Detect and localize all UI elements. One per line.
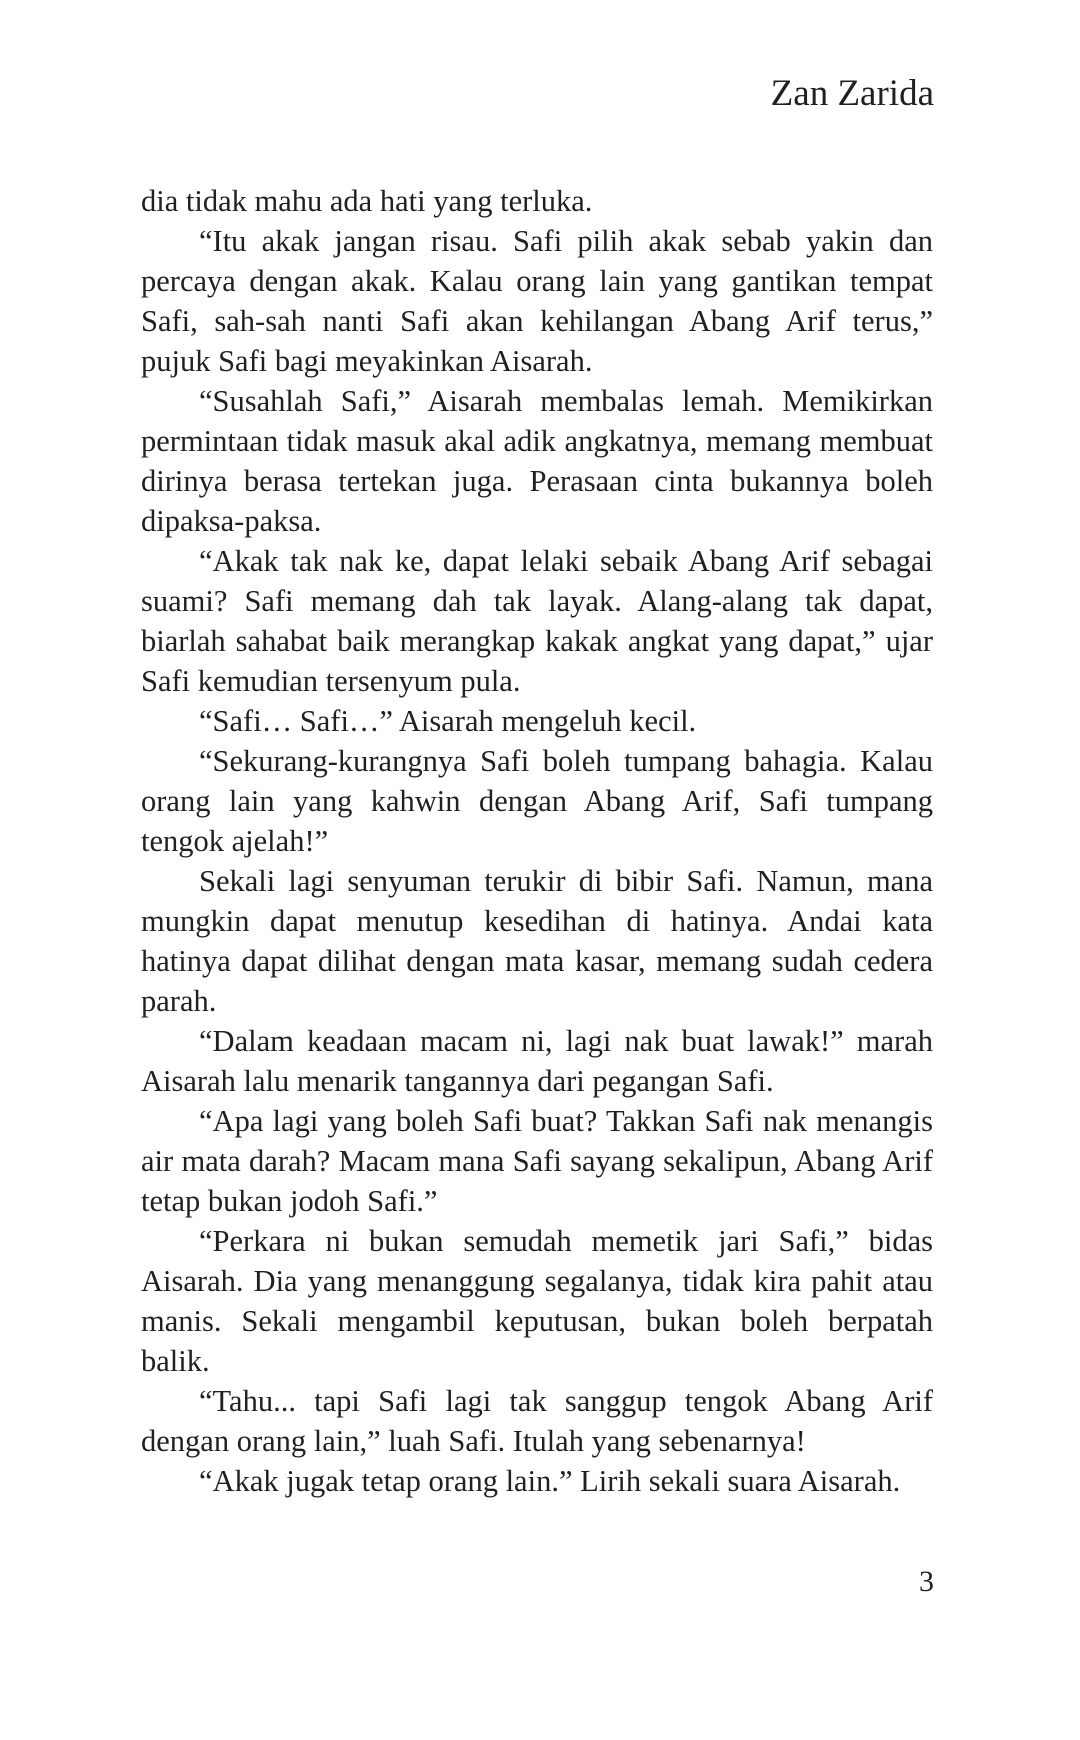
paragraph: “Dalam keadaan macam ni, lagi nak buat lawak!” marah Aisarah lalu menarik tangannya dari pegangan Safi. xyxy=(141,1024,933,1098)
paragraph: “Sekurang-kurangnya Safi boleh tumpang bahagia. Kalau orang lain yang kahwin dengan Abang Arif, Safi tumpang tengok ajelah!” xyxy=(141,744,933,858)
paragraph: “Tahu... tapi Safi lagi tak sanggup tengok Abang Arif dengan orang lain,” luah Safi. Itulah yang sebenarnya! xyxy=(141,1384,933,1458)
paragraph: “Akak jugak tetap orang lain.” Lirih sekali suara Aisarah. xyxy=(199,1464,901,1498)
paragraph: “Susahlah Safi,” Aisarah membalas lemah. Memikirkan permintaan tidak masuk akal adik angkatnya, memang membuat dirinya berasa tertekan juga. Perasaan cinta bukannya boleh dipaksa-paksa. xyxy=(141,384,933,538)
page-number: 3 xyxy=(919,1565,934,1598)
paragraph: dia tidak mahu ada hati yang terluka. xyxy=(141,184,593,218)
paragraph: Sekali lagi senyuman terukir di bibir Safi. Namun, mana mungkin dapat menutup kesedihan di hatinya. Andai kata hatinya dapat dilihat dengan mata kasar, memang sudah cedera parah. xyxy=(141,864,933,1018)
paragraph: “Perkara ni bukan semudah memetik jari Safi,” bidas Aisarah. Dia yang menanggung segalanya, tidak kira pahit atau manis. Sekali mengambil keputusan, bukan boleh berpatah balik. xyxy=(141,1224,933,1378)
body-text xyxy=(141,181,933,1501)
running-head: Zan Zarida xyxy=(770,73,934,114)
paragraph: “Itu akak jangan risau. Safi pilih akak sebab yakin dan percaya dengan akak. Kalau orang lain yang gantikan tempat Safi, sah-sah nanti Safi akan kehilangan Abang Arif terus,” pujuk Safi bagi meyakinkan Aisarah. xyxy=(141,224,933,378)
paragraph: “Safi… Safi…” Aisarah mengeluh kecil. xyxy=(199,704,697,738)
paragraph: “Akak tak nak ke, dapat lelaki sebaik Abang Arif sebagai suami? Safi memang dah tak layak. Alang-alang tak dapat, biarlah sahabat baik merangkap kakak angkat yang dapat,” ujar Safi kemudian tersenyum pula. xyxy=(141,544,933,698)
paragraph: “Apa lagi yang boleh Safi buat? Takkan Safi nak menangis air mata darah? Macam mana Safi sayang sekalipun, Abang Arif tetap bukan jodoh Safi.” xyxy=(141,1104,933,1218)
